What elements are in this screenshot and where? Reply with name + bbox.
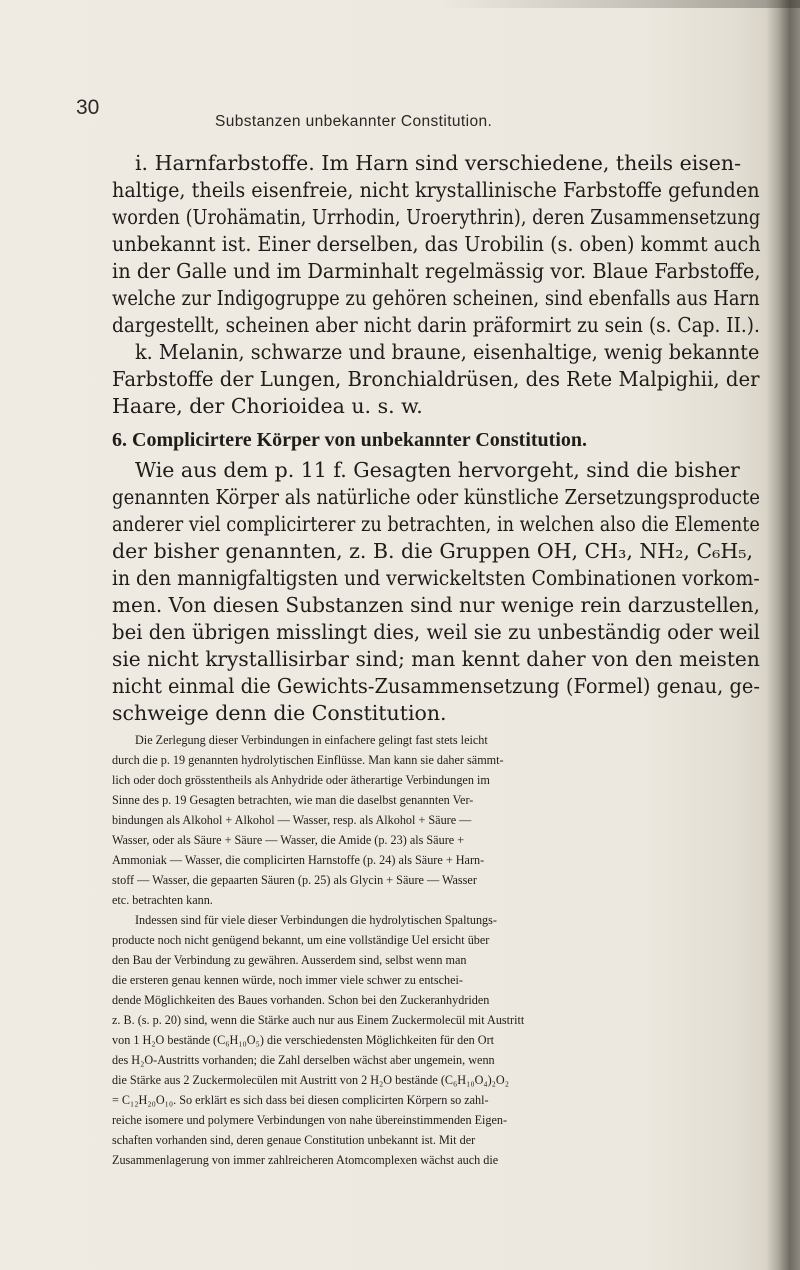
text-line: nicht einmal die Gewichts-Zusammensetzung (Formel) genau, ge- <box>112 674 760 698</box>
text-line: Indessen sind für viele dieser Verbindungen die hydrolytischen Spaltungs- <box>135 913 497 927</box>
text-line: i. Harnfarbstoffe. Im Harn sind verschiedene, theils eisen- <box>135 151 742 175</box>
page-edge-shadow-top <box>440 0 800 8</box>
text-line: die Stärke aus 2 Zuckermolecülen mit Austritt von 2 H₂O bestände (C₆H₁₀O₄)₂O₂ <box>112 1073 509 1087</box>
text-line: sie nicht krystallisirbar sind; man kennt daher von den meisten <box>112 647 760 671</box>
text-line: des H₂O-Austritts vorhanden; die Zahl derselben wächst aber ungemein, wenn <box>112 1053 495 1067</box>
text-line: schweige denn die Constitution. <box>112 701 447 725</box>
text-line: reiche isomere und polymere Verbindungen von nahe übereinstimmenden Eigen- <box>112 1113 508 1127</box>
text-line: bei den übrigen misslingt dies, weil sie zu unbeständig oder weil <box>112 620 760 644</box>
text-line: von 1 H₂O bestände (C₆H₁₀O₅) die verschiedensten Möglichkeiten für den Ort <box>112 1033 495 1047</box>
running-head: Substanzen unbekannter Constitution. <box>215 113 493 130</box>
text-line: Wasser, oder als Säure + Säure — Wasser, die Amide (p. 23) als Säure + <box>112 833 465 847</box>
text-line: Die Zerlegung dieser Verbindungen in einfachere gelingt fast stets leicht <box>135 733 488 747</box>
text-line: lich oder doch grösstentheils als Anhydride oder ätherartige Verbindungen im <box>112 773 490 787</box>
text-line: dargestellt, scheinen aber nicht darin präformirt zu sein (s. Cap. II.). <box>112 313 760 337</box>
text-line: Haare, der Chorioidea u. s. w. <box>112 394 423 418</box>
text-line: = C₁₂H₂₀O₁₀. So erklärt es sich dass bei diesen complicirten Körpern so zahl- <box>112 1093 489 1107</box>
text-line: men. Von diesen Substanzen sind nur wenige rein darzustellen, <box>112 593 761 617</box>
text-line: welche zur Indigogruppe zu gehören scheinen, sind ebenfalls aus Harn <box>112 286 760 310</box>
text-line: z. B. (s. p. 20) sind, wenn die Stärke auch nur aus Einem Zuckermolecül mit Austritt <box>112 1013 525 1027</box>
text-line: producte noch nicht genügend bekannt, um eine vollständige Uel ersicht über <box>112 933 490 947</box>
text-line: Sinne des p. 19 Gesagten betrachten, wie man die daselbst genannten Ver- <box>112 793 474 807</box>
text-line: unbekannt ist. Einer derselben, das Urobilin (s. oben) kommt auch <box>112 232 761 256</box>
text-line: worden (Urohämatin, Urrhodin, Uroerythrin), deren Zusammensetzung <box>112 205 761 229</box>
text-line: Wie aus dem p. 11 f. Gesagten hervorgeht, sind die bisher <box>135 458 740 482</box>
text-line: die ersteren genau kennen würde, noch immer viele schwer zu entschei- <box>112 973 463 987</box>
text-line: dende Möglichkeiten des Baues vorhanden. Schon bei den Zuckeranhydriden <box>112 993 490 1007</box>
text-line: stoff — Wasser, die gepaarten Säuren (p. 25) als Glycin + Säure — Wasser <box>112 873 477 887</box>
text-line: genannten Körper als natürliche oder künstliche Zersetzungsproducte <box>112 485 761 509</box>
text-line: k. Melanin, schwarze und braune, eisenhaltige, wenig bekannte <box>135 340 760 364</box>
page-number: 30 <box>76 96 100 119</box>
text-line: bindungen als Alkohol + Alkohol — Wasser, resp. als Alkohol + Säure — <box>112 813 472 827</box>
text-line: der bisher genannten, z. B. die Gruppen OH, CH₃, NH₂, C₆H₅, <box>112 539 753 563</box>
text-line: Ammoniak — Wasser, die complicirten Harnstoffe (p. 24) als Säure + Harn- <box>112 853 485 867</box>
text-line: in der Galle und im Darminhalt regelmässig vor. Blaue Farbstoffe, <box>112 259 761 283</box>
text-line: etc. betrachten kann. <box>112 893 213 907</box>
text-line: Zusammenlagerung von immer zahlreicheren Atomcomplexen wächst auch die <box>112 1153 499 1167</box>
page-edge-shadow <box>766 0 800 1270</box>
text-line: Farbstoffe der Lungen, Bronchialdrüsen, des Rete Malpighii, der <box>112 367 760 391</box>
text-line: in den mannigfaltigsten und verwickeltsten Combinationen vorkom- <box>112 566 760 590</box>
text-line: anderer viel complicirterer zu betrachten, in welchen also die Elemente <box>112 512 760 536</box>
text-line: den Bau der Verbindung zu gewähren. Ausserdem sind, selbst wenn man <box>112 953 467 967</box>
section-heading: 6. Complicirtere Körper von unbekannter Constitution. <box>112 429 588 451</box>
text-line: haltige, theils eisenfreie, nicht krystallinische Farbstoffe gefunden <box>112 178 760 202</box>
text-line: durch die p. 19 genannten hydrolytischen Einflüsse. Man kann sie daher sämmt- <box>112 753 504 767</box>
text-line: schaften vorhanden sind, deren genaue Constitution unbekannt ist. Mit der <box>112 1133 476 1147</box>
